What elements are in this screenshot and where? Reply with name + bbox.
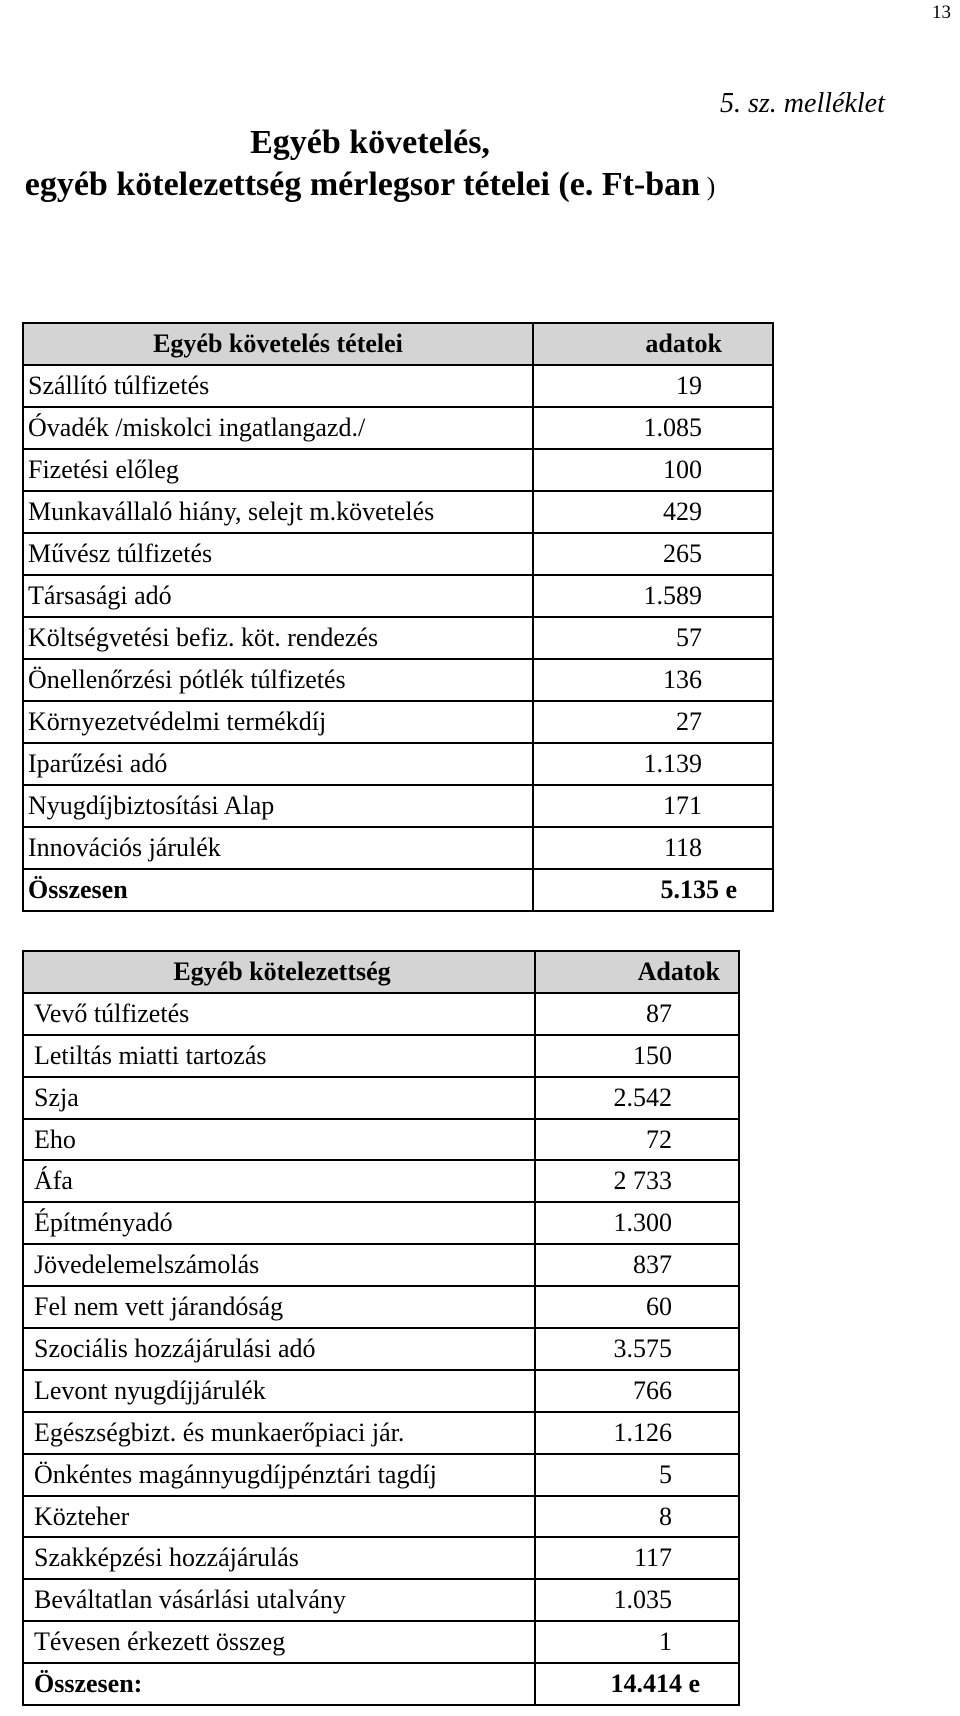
row-value: 2.542 [535,1077,739,1119]
receivables-body [23,323,773,911]
liabilities-header-label: Egyéb kötelezettség [23,951,535,993]
row-label: Tévesen érkezett összeg [23,1621,535,1663]
row-value: 19 [533,365,773,407]
liabilities-total-label: Összesen: [23,1663,535,1705]
title-line-1: Egyéb követelés, [250,124,490,161]
table-row [23,449,773,491]
row-label: Társasági adó [23,575,533,617]
title-line-2 [0,164,740,208]
row-label: Szakképzési hozzájárulás [23,1537,535,1579]
table-row [23,533,773,575]
row-label: Önellenőrzési pótlék túlfizetés [23,659,533,701]
row-label: Közteher [23,1496,535,1538]
liabilities-total-value: 14.414 e [535,1663,739,1705]
row-value: 72 [535,1119,739,1161]
receivables-total-label: Összesen [23,869,533,911]
row-value: 2 733 [535,1160,739,1202]
row-value: 117 [535,1537,739,1579]
row-label: Egészségbizt. és munkaerőpiaci jár. [23,1412,535,1454]
row-value: 171 [533,785,773,827]
row-value: 87 [535,993,739,1035]
table-row [23,575,773,617]
row-value: 766 [535,1370,739,1412]
table-row [23,827,773,869]
liabilities-body [23,951,739,1705]
row-value: 27 [533,701,773,743]
row-label: Letiltás miatti tartozás [23,1035,535,1077]
liabilities-header-value: Adatok [535,951,739,993]
table-row [23,1328,739,1370]
row-value: 118 [533,827,773,869]
row-label: Vevő túlfizetés [23,993,535,1035]
row-label: Fizetési előleg [23,449,533,491]
row-label: Építményadó [23,1202,535,1244]
row-value: 136 [533,659,773,701]
table-row [23,1621,739,1663]
row-label: Fel nem vett járandóság [23,1286,535,1328]
row-value: 57 [533,617,773,659]
receivables-total-value: 5.135 e [533,869,773,911]
row-value: 837 [535,1244,739,1286]
receivables-header-label: Egyéb követelés tételei [23,323,533,365]
row-label: Önkéntes magánnyugdíjpénztári tagdíj [23,1454,535,1496]
row-value: 100 [533,449,773,491]
row-label: Levont nyugdíjjárulék [23,1370,535,1412]
table-row [23,1370,739,1412]
row-label: Innovációs járulék [23,827,533,869]
table-row [23,1496,739,1538]
row-label: Környezetvédelmi termékdíj [23,701,533,743]
row-value: 1.589 [533,575,773,617]
liabilities-total-row [23,1663,739,1705]
row-label: Munkavállaló hiány, selejt m.követelés [23,491,533,533]
title-line-2-text: egyéb kötelezettség mérlegsor tételei (e. Ft-ban [24,166,701,203]
row-label: Óvadék /miskolci ingatlangazd./ [23,407,533,449]
row-value: 8 [535,1496,739,1538]
table-row [23,1412,739,1454]
table-row [23,785,773,827]
table-row [23,1160,739,1202]
table-row [23,1035,739,1077]
table-row [23,1537,739,1579]
row-label: Szállító túlfizetés [23,365,533,407]
table-row [23,617,773,659]
row-value: 1.139 [533,743,773,785]
row-label: Beváltatlan vásárlási utalvány [23,1579,535,1621]
row-label: Költségvetési befiz. köt. rendezés [23,617,533,659]
table-row [23,1286,739,1328]
row-value: 150 [535,1035,739,1077]
page-number: 13 [932,2,951,23]
row-value: 429 [533,491,773,533]
title-line-2-paren: ) [700,172,716,201]
row-value: 1 [535,1621,739,1663]
row-label: Szociális hozzájárulási adó [23,1328,535,1370]
row-label: Jövedelemelszámolás [23,1244,535,1286]
page-title [0,122,740,208]
table-row [23,1202,739,1244]
receivables-header-row [23,323,773,365]
table-row [23,701,773,743]
row-label: Iparűzési adó [23,743,533,785]
table-row [23,1579,739,1621]
row-label: Szja [23,1077,535,1119]
table-row [23,365,773,407]
table-row [23,993,739,1035]
receivables-header-value: adatok [533,323,773,365]
receivables-total-row [23,869,773,911]
row-value: 1.035 [535,1579,739,1621]
row-value: 3.575 [535,1328,739,1370]
table-row [23,1077,739,1119]
table-row [23,407,773,449]
table-row [23,743,773,785]
table-row [23,1244,739,1286]
receivables-table [22,322,774,912]
row-label: Eho [23,1119,535,1161]
liabilities-header-row [23,951,739,993]
annex-label: 5. sz. melléklet [720,88,885,119]
row-value: 1.300 [535,1202,739,1244]
row-label: Művész túlfizetés [23,533,533,575]
row-label: Nyugdíjbiztosítási Alap [23,785,533,827]
table-row [23,491,773,533]
row-value: 5 [535,1454,739,1496]
row-value: 1.126 [535,1412,739,1454]
row-value: 1.085 [533,407,773,449]
table-row [23,659,773,701]
liabilities-table [22,950,740,1706]
row-value: 265 [533,533,773,575]
row-label: Áfa [23,1160,535,1202]
table-row [23,1454,739,1496]
table-row [23,1119,739,1161]
row-value: 60 [535,1286,739,1328]
